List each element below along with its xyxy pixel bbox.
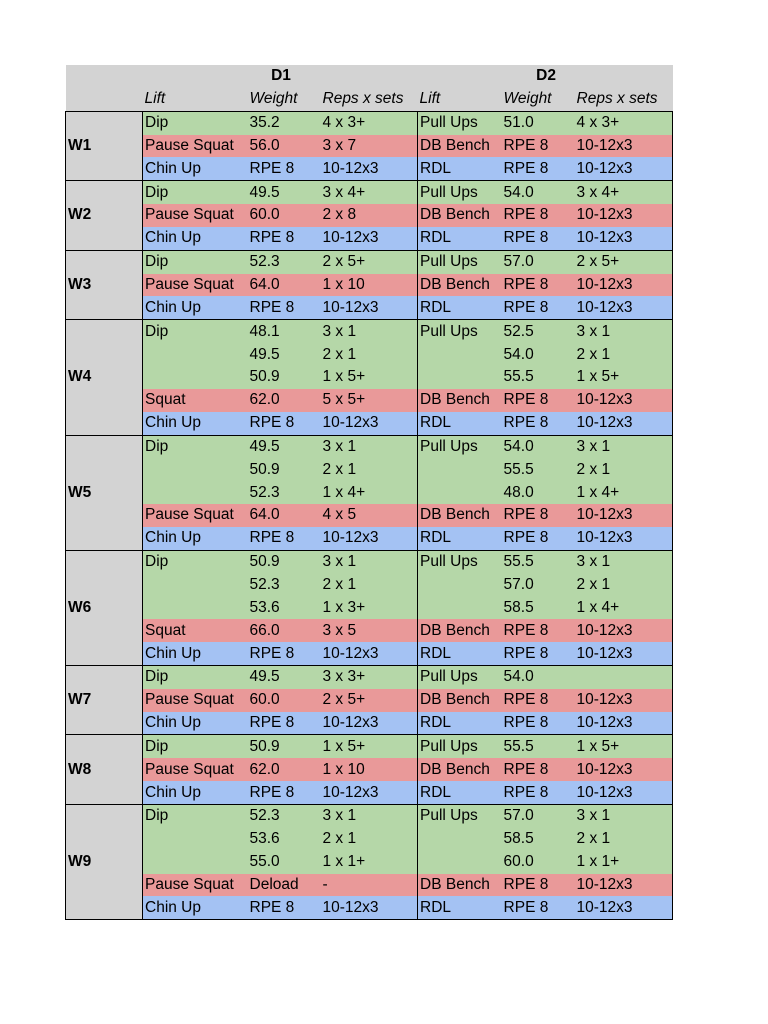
d1-lift-cell: Pause Squat bbox=[143, 874, 248, 897]
d2-reps-cell: 10-12x3 bbox=[575, 227, 673, 250]
d1-reps-cell: 2 x 5+ bbox=[321, 689, 418, 712]
d2-lift-cell bbox=[418, 458, 502, 481]
d2-weight-cell: 60.0 bbox=[502, 851, 575, 874]
d2-reps-cell: 10-12x3 bbox=[575, 781, 673, 804]
d2-weight-cell: RPE 8 bbox=[502, 527, 575, 550]
table-row bbox=[66, 735, 673, 758]
table-row bbox=[66, 527, 673, 550]
d1-lift-cell: Pause Squat bbox=[143, 274, 248, 297]
d2-weight-cell: 55.5 bbox=[502, 458, 575, 481]
d2-reps-cell: 10-12x3 bbox=[575, 412, 673, 435]
d2-lift-cell: Pull Ups bbox=[418, 735, 502, 758]
d2-lift-cell: DB Bench bbox=[418, 274, 502, 297]
d2-weight-cell: RPE 8 bbox=[502, 781, 575, 804]
d1-weight-cell: 55.0 bbox=[248, 851, 321, 874]
d2-weight-cell: RPE 8 bbox=[502, 389, 575, 412]
d1-weight-cell: 50.9 bbox=[248, 735, 321, 758]
d2-reps-cell: 10-12x3 bbox=[575, 135, 673, 158]
d1-lift-cell: Chin Up bbox=[143, 712, 248, 735]
d2-lift-cell: RDL bbox=[418, 412, 502, 435]
week-label: W7 bbox=[66, 665, 143, 735]
d2-reps-cell: 2 x 5+ bbox=[575, 250, 673, 273]
d1-lift-cell: Chin Up bbox=[143, 227, 248, 250]
d1-reps-cell: 3 x 1 bbox=[321, 320, 418, 343]
table-row bbox=[66, 781, 673, 804]
d2-lift-cell: RDL bbox=[418, 527, 502, 550]
d1-reps-cell: 2 x 8 bbox=[321, 204, 418, 227]
d2-weight-cell: RPE 8 bbox=[502, 619, 575, 642]
d2-weight-cell: RPE 8 bbox=[502, 204, 575, 227]
d2-lift-cell: Pull Ups bbox=[418, 320, 502, 343]
d1-lift-cell: Pause Squat bbox=[143, 204, 248, 227]
d2-weight-cell: RPE 8 bbox=[502, 642, 575, 665]
d1-reps-cell: 1 x 1+ bbox=[321, 851, 418, 874]
table-row bbox=[66, 274, 673, 297]
table-row bbox=[66, 204, 673, 227]
d2-lift-cell: RDL bbox=[418, 642, 502, 665]
d2-weight-cell: RPE 8 bbox=[502, 227, 575, 250]
week-label: W8 bbox=[66, 735, 143, 805]
d1-lift-cell: Chin Up bbox=[143, 642, 248, 665]
d1-lift-cell: Dip bbox=[143, 320, 248, 343]
d1-lift-cell: Dip bbox=[143, 181, 248, 204]
d1-weight-cell: 56.0 bbox=[248, 135, 321, 158]
d1-weight-cell: 60.0 bbox=[248, 204, 321, 227]
col-header-weight: Weight bbox=[502, 88, 575, 111]
d1-weight-cell: 48.1 bbox=[248, 320, 321, 343]
d2-reps-cell: 10-12x3 bbox=[575, 204, 673, 227]
d2-weight-cell: RPE 8 bbox=[502, 412, 575, 435]
table-row bbox=[66, 135, 673, 158]
d2-weight-cell: 57.0 bbox=[502, 805, 575, 828]
table-row bbox=[66, 435, 673, 458]
d1-reps-cell: 1 x 10 bbox=[321, 758, 418, 781]
d2-reps-cell: 2 x 1 bbox=[575, 574, 673, 597]
d1-lift-cell: Pause Squat bbox=[143, 689, 248, 712]
week-label: W6 bbox=[66, 550, 143, 665]
table-row bbox=[66, 689, 673, 712]
d1-lift-cell: Chin Up bbox=[143, 781, 248, 804]
d1-reps-cell: 1 x 3+ bbox=[321, 596, 418, 619]
d1-reps-cell: 10-12x3 bbox=[321, 642, 418, 665]
d1-weight-cell: 64.0 bbox=[248, 274, 321, 297]
d2-reps-cell: 3 x 1 bbox=[575, 435, 673, 458]
d1-lift-cell: Pause Squat bbox=[143, 504, 248, 527]
table-row bbox=[66, 758, 673, 781]
d2-weight-cell: RPE 8 bbox=[502, 296, 575, 319]
d1-weight-cell: 49.5 bbox=[248, 181, 321, 204]
d2-lift-cell bbox=[418, 366, 502, 389]
d2-reps-cell: 1 x 1+ bbox=[575, 851, 673, 874]
d1-reps-cell: 3 x 1 bbox=[321, 550, 418, 573]
d2-weight-cell: RPE 8 bbox=[502, 135, 575, 158]
table-row bbox=[66, 574, 673, 597]
day-1-header: D1 bbox=[143, 65, 418, 88]
training-spreadsheet bbox=[65, 65, 673, 920]
d2-lift-cell: DB Bench bbox=[418, 689, 502, 712]
table-row bbox=[66, 504, 673, 527]
day-header-row bbox=[66, 65, 673, 88]
d1-reps-cell: 1 x 4+ bbox=[321, 481, 418, 504]
d1-lift-cell: Dip bbox=[143, 805, 248, 828]
sheet-body bbox=[66, 65, 673, 920]
d1-reps-cell: 10-12x3 bbox=[321, 227, 418, 250]
d1-lift-cell: Squat bbox=[143, 389, 248, 412]
week-label: W3 bbox=[66, 250, 143, 320]
d1-weight-cell: 64.0 bbox=[248, 504, 321, 527]
d2-reps-cell: 1 x 4+ bbox=[575, 596, 673, 619]
d1-reps-cell: 10-12x3 bbox=[321, 712, 418, 735]
table-row bbox=[66, 458, 673, 481]
d2-weight-cell: 55.5 bbox=[502, 735, 575, 758]
d1-weight-cell: 49.5 bbox=[248, 665, 321, 688]
d2-lift-cell bbox=[418, 828, 502, 851]
col-header-lift: Lift bbox=[143, 88, 248, 111]
d1-reps-cell: 2 x 1 bbox=[321, 343, 418, 366]
d1-weight-cell: 53.6 bbox=[248, 828, 321, 851]
d2-reps-cell: 3 x 1 bbox=[575, 550, 673, 573]
d2-lift-cell bbox=[418, 343, 502, 366]
d1-reps-cell: 3 x 3+ bbox=[321, 665, 418, 688]
table-row bbox=[66, 157, 673, 180]
d2-reps-cell: 10-12x3 bbox=[575, 642, 673, 665]
week-label: W2 bbox=[66, 181, 143, 251]
d1-lift-cell: Chin Up bbox=[143, 412, 248, 435]
d1-weight-cell: 52.3 bbox=[248, 481, 321, 504]
col-header-lift: Lift bbox=[418, 88, 502, 111]
d2-weight-cell: 54.0 bbox=[502, 343, 575, 366]
d1-reps-cell: 1 x 5+ bbox=[321, 366, 418, 389]
d1-reps-cell: 10-12x3 bbox=[321, 296, 418, 319]
d2-lift-cell: DB Bench bbox=[418, 389, 502, 412]
d1-reps-cell: 1 x 5+ bbox=[321, 735, 418, 758]
d2-lift-cell: DB Bench bbox=[418, 204, 502, 227]
d1-lift-cell bbox=[143, 481, 248, 504]
d2-weight-cell: 52.5 bbox=[502, 320, 575, 343]
d1-weight-cell: 50.9 bbox=[248, 458, 321, 481]
d1-lift-cell: Squat bbox=[143, 619, 248, 642]
d1-lift-cell: Pause Squat bbox=[143, 758, 248, 781]
d1-weight-cell: 53.6 bbox=[248, 596, 321, 619]
col-header-reps: Reps x sets bbox=[321, 88, 418, 111]
d2-reps-cell: 10-12x3 bbox=[575, 874, 673, 897]
d1-lift-cell: Chin Up bbox=[143, 527, 248, 550]
d1-weight-cell: RPE 8 bbox=[248, 412, 321, 435]
d2-reps-cell: 10-12x3 bbox=[575, 157, 673, 180]
d2-reps-cell: 3 x 1 bbox=[575, 805, 673, 828]
d1-lift-cell: Dip bbox=[143, 665, 248, 688]
col-header-weight: Weight bbox=[248, 88, 321, 111]
d2-reps-cell: 1 x 4+ bbox=[575, 481, 673, 504]
table-row bbox=[66, 320, 673, 343]
d1-weight-cell: 49.5 bbox=[248, 435, 321, 458]
table-row bbox=[66, 851, 673, 874]
d1-weight-cell: 35.2 bbox=[248, 111, 321, 134]
d1-weight-cell: RPE 8 bbox=[248, 712, 321, 735]
week-label: W9 bbox=[66, 805, 143, 920]
d2-lift-cell: Pull Ups bbox=[418, 550, 502, 573]
d1-reps-cell: 10-12x3 bbox=[321, 157, 418, 180]
d1-lift-cell: Dip bbox=[143, 735, 248, 758]
d2-weight-cell: RPE 8 bbox=[502, 274, 575, 297]
d2-lift-cell: Pull Ups bbox=[418, 435, 502, 458]
d1-weight-cell: Deload bbox=[248, 874, 321, 897]
d2-reps-cell: 4 x 3+ bbox=[575, 111, 673, 134]
d2-lift-cell: RDL bbox=[418, 712, 502, 735]
d1-lift-cell bbox=[143, 851, 248, 874]
d1-reps-cell: 10-12x3 bbox=[321, 527, 418, 550]
d1-weight-cell: 62.0 bbox=[248, 389, 321, 412]
d2-reps-cell: 2 x 1 bbox=[575, 828, 673, 851]
d2-weight-cell: 57.0 bbox=[502, 574, 575, 597]
week-label: W4 bbox=[66, 320, 143, 435]
d2-reps-cell bbox=[575, 665, 673, 688]
d2-reps-cell: 3 x 4+ bbox=[575, 181, 673, 204]
d2-reps-cell: 10-12x3 bbox=[575, 527, 673, 550]
d2-weight-cell: RPE 8 bbox=[502, 157, 575, 180]
d2-lift-cell bbox=[418, 851, 502, 874]
d2-reps-cell: 1 x 5+ bbox=[575, 366, 673, 389]
d1-reps-cell: 10-12x3 bbox=[321, 896, 418, 919]
col-header-reps: Reps x sets bbox=[575, 88, 673, 111]
d1-weight-cell: 66.0 bbox=[248, 619, 321, 642]
d1-weight-cell: 50.9 bbox=[248, 550, 321, 573]
d1-lift-cell bbox=[143, 366, 248, 389]
d1-lift-cell: Dip bbox=[143, 250, 248, 273]
d2-reps-cell: 10-12x3 bbox=[575, 896, 673, 919]
d2-weight-cell: RPE 8 bbox=[502, 874, 575, 897]
d1-reps-cell: 2 x 1 bbox=[321, 828, 418, 851]
table-row bbox=[66, 619, 673, 642]
d1-weight-cell: RPE 8 bbox=[248, 227, 321, 250]
d2-reps-cell: 1 x 5+ bbox=[575, 735, 673, 758]
d2-lift-cell: Pull Ups bbox=[418, 111, 502, 134]
corner-cell bbox=[66, 65, 143, 88]
d1-weight-cell: RPE 8 bbox=[248, 527, 321, 550]
d2-lift-cell bbox=[418, 596, 502, 619]
d1-weight-cell: RPE 8 bbox=[248, 896, 321, 919]
d2-weight-cell: 58.5 bbox=[502, 596, 575, 619]
d2-weight-cell: 55.5 bbox=[502, 550, 575, 573]
d1-reps-cell: 10-12x3 bbox=[321, 781, 418, 804]
d1-reps-cell: 5 x 5+ bbox=[321, 389, 418, 412]
d2-weight-cell: RPE 8 bbox=[502, 758, 575, 781]
d2-weight-cell: RPE 8 bbox=[502, 896, 575, 919]
week-label: W1 bbox=[66, 111, 143, 181]
d2-lift-cell: Pull Ups bbox=[418, 805, 502, 828]
d2-lift-cell: DB Bench bbox=[418, 619, 502, 642]
week-label: W5 bbox=[66, 435, 143, 550]
d1-reps-cell: 2 x 5+ bbox=[321, 250, 418, 273]
d2-lift-cell: Pull Ups bbox=[418, 665, 502, 688]
d2-lift-cell: RDL bbox=[418, 157, 502, 180]
d2-reps-cell: 3 x 1 bbox=[575, 320, 673, 343]
table-row bbox=[66, 389, 673, 412]
d1-weight-cell: 49.5 bbox=[248, 343, 321, 366]
table-row bbox=[66, 874, 673, 897]
d2-reps-cell: 10-12x3 bbox=[575, 689, 673, 712]
table-row bbox=[66, 366, 673, 389]
d2-lift-cell bbox=[418, 481, 502, 504]
table-row bbox=[66, 828, 673, 851]
d2-reps-cell: 2 x 1 bbox=[575, 343, 673, 366]
d1-weight-cell: RPE 8 bbox=[248, 296, 321, 319]
d2-weight-cell: RPE 8 bbox=[502, 689, 575, 712]
d2-reps-cell: 2 x 1 bbox=[575, 458, 673, 481]
d1-weight-cell: 52.3 bbox=[248, 805, 321, 828]
d1-reps-cell: 3 x 4+ bbox=[321, 181, 418, 204]
d1-lift-cell: Dip bbox=[143, 435, 248, 458]
d2-lift-cell: RDL bbox=[418, 296, 502, 319]
table-row bbox=[66, 550, 673, 573]
d1-lift-cell: Pause Squat bbox=[143, 135, 248, 158]
table-row bbox=[66, 642, 673, 665]
d2-reps-cell: 10-12x3 bbox=[575, 619, 673, 642]
d2-weight-cell: 55.5 bbox=[502, 366, 575, 389]
d2-reps-cell: 10-12x3 bbox=[575, 758, 673, 781]
d1-weight-cell: 62.0 bbox=[248, 758, 321, 781]
table-row bbox=[66, 181, 673, 204]
d1-reps-cell: 4 x 3+ bbox=[321, 111, 418, 134]
d1-lift-cell: Chin Up bbox=[143, 896, 248, 919]
d2-lift-cell bbox=[418, 574, 502, 597]
d1-reps-cell: 3 x 5 bbox=[321, 619, 418, 642]
table-row bbox=[66, 596, 673, 619]
d2-weight-cell: 48.0 bbox=[502, 481, 575, 504]
d1-reps-cell: 4 x 5 bbox=[321, 504, 418, 527]
day-2-header: D2 bbox=[418, 65, 673, 88]
d2-reps-cell: 10-12x3 bbox=[575, 296, 673, 319]
d2-lift-cell: Pull Ups bbox=[418, 181, 502, 204]
d1-lift-cell bbox=[143, 828, 248, 851]
d1-lift-cell bbox=[143, 458, 248, 481]
d1-weight-cell: 52.3 bbox=[248, 574, 321, 597]
d1-weight-cell: 52.3 bbox=[248, 250, 321, 273]
d1-weight-cell: RPE 8 bbox=[248, 781, 321, 804]
d2-lift-cell: DB Bench bbox=[418, 135, 502, 158]
d1-reps-cell: - bbox=[321, 874, 418, 897]
d2-weight-cell: RPE 8 bbox=[502, 504, 575, 527]
d1-reps-cell: 1 x 10 bbox=[321, 274, 418, 297]
d1-weight-cell: RPE 8 bbox=[248, 157, 321, 180]
d2-lift-cell: DB Bench bbox=[418, 504, 502, 527]
d1-weight-cell: 60.0 bbox=[248, 689, 321, 712]
d1-reps-cell: 3 x 1 bbox=[321, 435, 418, 458]
d1-reps-cell: 3 x 1 bbox=[321, 805, 418, 828]
d1-lift-cell: Chin Up bbox=[143, 157, 248, 180]
d2-reps-cell: 10-12x3 bbox=[575, 504, 673, 527]
d2-weight-cell: 54.0 bbox=[502, 181, 575, 204]
d1-lift-cell: Chin Up bbox=[143, 296, 248, 319]
table-row bbox=[66, 111, 673, 134]
table-row bbox=[66, 896, 673, 919]
d2-lift-cell: RDL bbox=[418, 227, 502, 250]
table-row bbox=[66, 481, 673, 504]
column-header-row bbox=[66, 88, 673, 111]
d2-weight-cell: 51.0 bbox=[502, 111, 575, 134]
corner-cell bbox=[66, 88, 143, 111]
table-row bbox=[66, 805, 673, 828]
table-row bbox=[66, 665, 673, 688]
d2-weight-cell: 54.0 bbox=[502, 665, 575, 688]
d1-weight-cell: RPE 8 bbox=[248, 642, 321, 665]
d1-reps-cell: 2 x 1 bbox=[321, 458, 418, 481]
d2-lift-cell: DB Bench bbox=[418, 758, 502, 781]
d2-weight-cell: 57.0 bbox=[502, 250, 575, 273]
d1-lift-cell bbox=[143, 343, 248, 366]
table-row bbox=[66, 343, 673, 366]
d2-reps-cell: 10-12x3 bbox=[575, 274, 673, 297]
d2-reps-cell: 10-12x3 bbox=[575, 712, 673, 735]
d1-weight-cell: 50.9 bbox=[248, 366, 321, 389]
d2-lift-cell: RDL bbox=[418, 896, 502, 919]
d2-weight-cell: 58.5 bbox=[502, 828, 575, 851]
d1-lift-cell: Dip bbox=[143, 111, 248, 134]
d2-lift-cell: RDL bbox=[418, 781, 502, 804]
d1-lift-cell bbox=[143, 596, 248, 619]
d1-lift-cell bbox=[143, 574, 248, 597]
table-row bbox=[66, 412, 673, 435]
d2-reps-cell: 10-12x3 bbox=[575, 389, 673, 412]
d1-reps-cell: 10-12x3 bbox=[321, 412, 418, 435]
d2-weight-cell: 54.0 bbox=[502, 435, 575, 458]
d2-lift-cell: Pull Ups bbox=[418, 250, 502, 273]
table-row bbox=[66, 250, 673, 273]
table-row bbox=[66, 296, 673, 319]
table-row bbox=[66, 227, 673, 250]
d2-weight-cell: RPE 8 bbox=[502, 712, 575, 735]
d1-reps-cell: 3 x 7 bbox=[321, 135, 418, 158]
table-row bbox=[66, 712, 673, 735]
d1-lift-cell: Dip bbox=[143, 550, 248, 573]
d1-reps-cell: 2 x 1 bbox=[321, 574, 418, 597]
d2-lift-cell: DB Bench bbox=[418, 874, 502, 897]
